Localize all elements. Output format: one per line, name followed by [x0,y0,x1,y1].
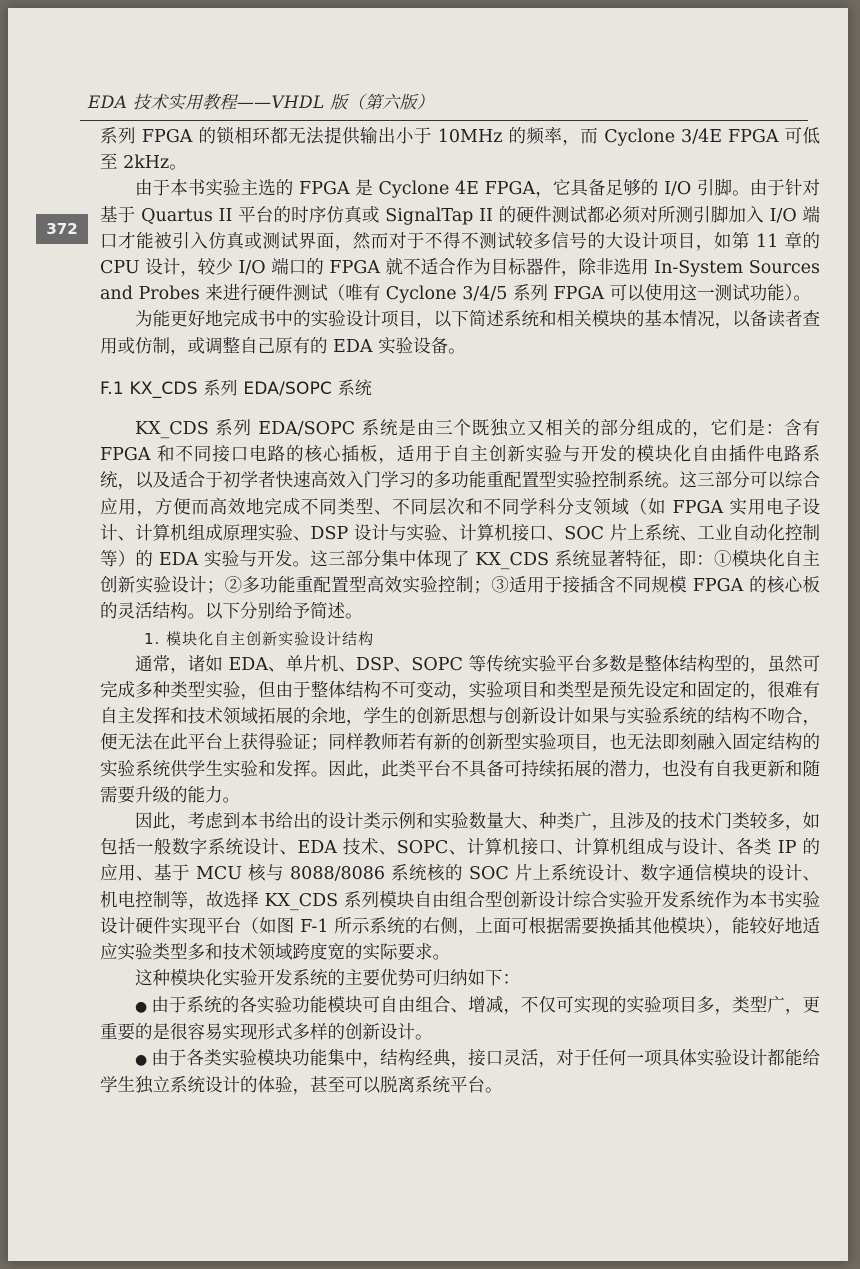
paragraph-traditional-platforms: 通常，诸如 EDA、单片机、DSP、SOPC 等传统实验平台多数是整体结构型的，虽然可完成多种类型实验，但由于整体结构不可变动，实验项目和类型是预先设定和固定的，很难有自主发挥和技术领域拓展的余地，学生的创新思想与创新设计如果与实验系统的结构不吻合，便无法在此平台上获得验证；同样教师若有新的创新型实验项目，也无法即刻融入固定结构的实验系统供学生实验和发挥。因此，此类平台不具备可持续拓展的潜力，也没有自我更新和随需要升级的能力。 [100,654,820,806]
bullet-icon: ● [135,1051,148,1068]
body-text [100,124,820,1099]
paragraph-continuation: 系列 FPGA 的锁相环都无法提供输出小于 10MHz 的频率，而 Cyclone 3/4E FPGA 可低至 2kHz。 [100,127,820,174]
page-number-tab: 372 [36,214,88,244]
bullet-text-1: 由于系统的各实验功能模块可自由组合、增减，不仅可实现的实验项目多，类型广，更重要的是很容易实现形式多样的创新设计。 [100,995,821,1043]
paragraph-system-overview: KX_CDS 系列 EDA/SOPC 系统是由三个既独立又相关的部分组成的，它们是：含有 FPGA 和不同接口电路的核心插板，适用于自主创新实验与开发的模块化自由插件电路系统，以及适合于初学者快速高效入门学习的多功能重配置型实验控制系统。这三部分可以综合应用，方便而高效地完成不同类型、不同层次和不同学科分支领域（如 FPGA 实用电子设计、计算机组成原理实验、DSP 设计与实验、计算机接口、SOC 片上系统、工业自动化控制等）的 EDA 实验与开发。这三部分集中体现了 KX_CDS 系统显著特征，即：①模块化自主创新实验设计；②多功能重配置型高效实验控制；③适用于接插含不同规模 FPGA 的核心板的灵活结构。以下分别给予简述。 [100,419,820,623]
header-rule [80,120,808,121]
running-header: EDA 技术实用教程——VHDL 版（第六版） [88,93,435,113]
paragraph-fpga-io: 由于本书实验主选的 FPGA 是 Cyclone 4E FPGA，它具备足够的 I/O 引脚。由于针对基于 Quartus II 平台的时序仿真或 SignalTap II 的硬件测试都必须对所测引脚加入 I/O 端口才能被引入仿真或测试界面，然而对于不得不测试较多信号的大设计项目，如第 11 章的 CPU 设计，较少 I/O 端口的 FPGA 就不适合作为目标器件，除非选用 In-System Sources and Probes 来进行硬件测试（唯有 Cyclone 3/4/5 系列 FPGA 可以使用这一测试功能）。 [100,179,820,305]
book-page [8,8,848,1261]
bullet-icon: ● [135,998,148,1015]
paragraph-platform-choice: 因此，考虑到本书给出的设计类示例和实验数量大、种类广，且涉及的技术门类较多，如包括一般数字系统设计、EDA 技术、SOPC、计算机接口、计算机组成与设计、各类 IP 的应用、基于 MCU 核与 8088/8086 系统核的 SOC 片上系统设计、数字通信模块的设计、机电控制等，故选择 KX_CDS 系列模块自由组合型创新设计综合实验开发系统作为本书实验设计硬件实现平台（如图 F-1 所示系统的右侧，上面可根据需要换插其他模块），能较好地适应实验类型多和技术领域跨度宽的实际要求。 [100,812,820,964]
bullet-item-2 [100,1046,820,1099]
bullet-item-1 [100,993,820,1046]
subsection-title: 1. 模块化自主创新实验设计结构 [144,629,375,648]
paragraph-intro: 为能更好地完成书中的实验设计项目，以下简述系统和相关模块的基本情况，以备读者查用或仿制，或调整自己原有的 EDA 实验设备。 [100,310,820,357]
bullet-text-2: 由于各类实验模块功能集中，结构经典，接口灵活，对于任何一项具体实验设计都能给学生独立系统设计的体验，甚至可以脱离系统平台。 [100,1048,821,1097]
section-title: F.1 KX_CDS 系列 EDA/SOPC 系统 [100,378,373,399]
paragraph-advantages-intro: 这种模块化实验开发系统的主要优势可归纳如下： [135,969,520,990]
